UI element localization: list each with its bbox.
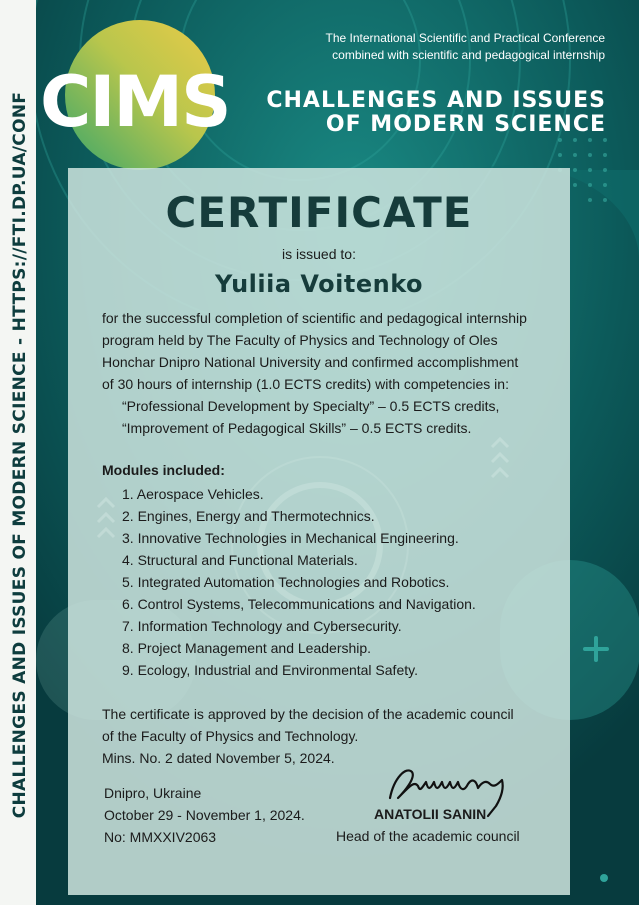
certificate-number: No: MMXXIV2063 [104,829,217,845]
module-item: 5. Integrated Automation Technologies and Robotics. [122,574,450,590]
module-item: 4. Structural and Functional Materials. [122,552,358,568]
approval-line: Mins. No. 2 dated November 5, 2024. [102,750,335,766]
issue-place: Dnipro, Ukraine [104,785,202,801]
cims-logo-text: CIMS [40,61,230,143]
competency-item: “Professional Development by Specialty” – 0.5 ECTS credits, [122,398,500,414]
module-item: 3. Innovative Technologies in Mechanical Engineering. [122,530,459,546]
competency-item: “Improvement of Pedagogical Skills” – 0.5 ECTS credits. [122,420,472,436]
recipient-name: Yuliia Voitenko [214,270,424,298]
description-line: of 30 hours of internship (1.0 ECTS credits) with competencies in: [102,376,509,392]
certificate-title: CERTIFICATE [165,188,473,237]
issue-dates: October 29 - November 1, 2024. [104,807,305,823]
description-line: Honchar Dnipro National University and confirmed accomplishment [102,354,519,370]
approval-line: of the Faculty of Physics and Technology. [102,728,359,744]
modules-heading: Modules included: [102,462,225,478]
side-banner-text: CHALLENGES AND ISSUES OF MODERN SCIENCE - HTTPS://FTI.DP.UA/CONF [10,91,30,819]
conference-subtitle-line2: combined with scientific and pedagogical internship [332,48,605,62]
conference-subtitle-line1: The International Scientific and Practical Conference [325,31,605,45]
signatory-name: ANATOLII SANIN [374,806,487,822]
approval-line: The certificate is approved by the decision of the academic council [102,706,514,722]
description-line: program held by The Faculty of Physics and Technology of Oles [102,332,498,348]
module-item: 9. Ecology, Industrial and Environmental Safety. [122,662,418,678]
module-item: 1. Aerospace Vehicles. [122,486,264,502]
description-line: for the successful completion of scientific and pedagogical internship [102,310,527,326]
conference-title-line1: CHALLENGES AND ISSUES [266,88,606,113]
issued-to-label: is issued to: [282,246,356,262]
signatory-role: Head of the academic council [336,828,520,844]
module-item: 2. Engines, Energy and Thermotechnics. [122,508,375,524]
module-item: 7. Information Technology and Cybersecurity. [122,618,402,634]
module-item: 6. Control Systems, Telecommunications and Navigation. [122,596,476,612]
module-item: 8. Project Management and Leadership. [122,640,372,656]
conference-title-line2: OF MODERN SCIENCE [325,112,606,137]
